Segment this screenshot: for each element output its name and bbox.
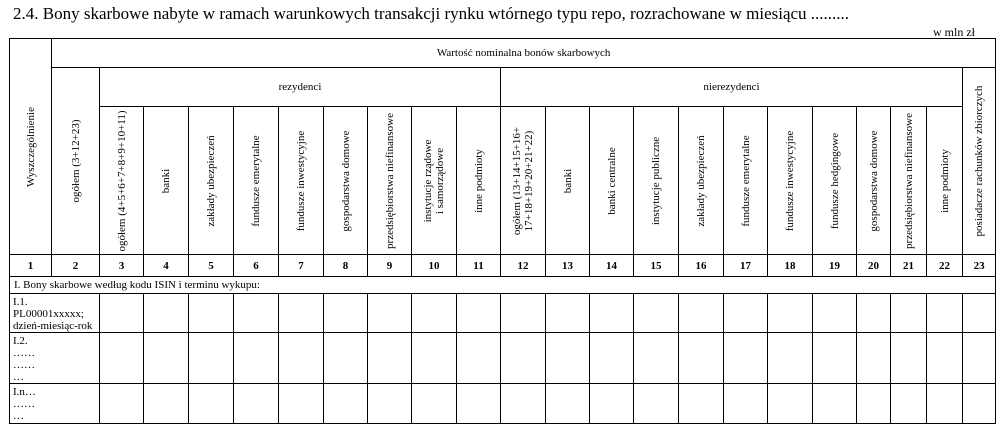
column-number: 18 — [768, 255, 813, 277]
column-number: 9 — [368, 255, 412, 277]
data-cell[interactable] — [368, 333, 412, 384]
data-cell[interactable] — [144, 333, 189, 384]
resident-column-header: fundusze emerytalne — [234, 107, 279, 255]
data-cell[interactable] — [546, 333, 590, 384]
data-cell[interactable] — [100, 333, 144, 384]
residents-header: rezydenci — [100, 68, 501, 107]
column-number: 7 — [279, 255, 324, 277]
nonresident-column-header: gospodarstwa domowe — [857, 107, 891, 255]
total-header: ogółem (3+12+23) — [52, 68, 100, 255]
data-cell[interactable] — [768, 333, 813, 384]
resident-column-header: banki — [144, 107, 189, 255]
column-number: 3 — [100, 255, 144, 277]
data-cell[interactable] — [501, 333, 546, 384]
resident-column-header: instytucje rządowe i samorządowe — [412, 107, 457, 255]
collective-accounts-header: posiadacze rachunków zbiorczych — [963, 68, 996, 255]
data-cell[interactable] — [963, 333, 996, 384]
data-cell[interactable] — [891, 294, 927, 333]
column-number: 19 — [813, 255, 857, 277]
data-cell[interactable] — [234, 294, 279, 333]
column-number: 15 — [634, 255, 679, 277]
resident-column-header: ogółem (4+5+6+7+8+9+10+11) — [100, 107, 144, 255]
column-number: 6 — [234, 255, 279, 277]
data-cell[interactable] — [457, 333, 501, 384]
column-number: 23 — [963, 255, 996, 277]
resident-column-header: gospodarstwa domowe — [324, 107, 368, 255]
data-cell[interactable] — [679, 294, 724, 333]
nonresident-column-header: ogółem (13+14+15+16+ 17+18+19+20+21+22) — [501, 107, 546, 255]
data-cell[interactable] — [144, 294, 189, 333]
data-cell[interactable] — [813, 294, 857, 333]
data-cell[interactable] — [724, 294, 768, 333]
data-cell[interactable] — [927, 333, 963, 384]
data-cell[interactable] — [857, 294, 891, 333]
nonresident-column-header: banki centralne — [590, 107, 634, 255]
column-number: 12 — [501, 255, 546, 277]
data-cell[interactable] — [857, 384, 891, 424]
row-label: I.2. …… …… … — [10, 333, 100, 384]
data-cell[interactable] — [457, 384, 501, 424]
column-number: 21 — [891, 255, 927, 277]
data-cell[interactable] — [412, 384, 457, 424]
data-cell[interactable] — [679, 384, 724, 424]
data-cell[interactable] — [768, 294, 813, 333]
data-cell[interactable] — [412, 333, 457, 384]
data-cell[interactable] — [144, 384, 189, 424]
column-number: 20 — [857, 255, 891, 277]
data-cell[interactable] — [234, 384, 279, 424]
data-cell[interactable] — [813, 384, 857, 424]
data-cell[interactable] — [891, 384, 927, 424]
data-cell[interactable] — [963, 294, 996, 333]
data-cell[interactable] — [634, 333, 679, 384]
nominal-value-header: Wartość nominalna bonów skarbowych — [52, 39, 996, 68]
data-cell[interactable] — [368, 294, 412, 333]
data-cell[interactable] — [546, 294, 590, 333]
nonresident-column-header: fundusze emerytalne — [724, 107, 768, 255]
row-label: I.n… …… … — [10, 384, 100, 424]
data-cell[interactable] — [590, 333, 634, 384]
column-number: 16 — [679, 255, 724, 277]
data-cell[interactable] — [100, 384, 144, 424]
nonresident-column-header: fundusze hedgingowe — [813, 107, 857, 255]
data-cell[interactable] — [501, 294, 546, 333]
data-cell[interactable] — [189, 294, 234, 333]
data-cell[interactable] — [234, 333, 279, 384]
data-cell[interactable] — [891, 333, 927, 384]
column-number: 4 — [144, 255, 189, 277]
data-cell[interactable] — [857, 333, 891, 384]
data-cell[interactable] — [412, 294, 457, 333]
resident-column-header: przedsiębiorstwa niefinansowe — [368, 107, 412, 255]
row-label: I.1. PL00001xxxxx; dzień-miesiąc-rok — [10, 294, 100, 333]
non-residents-header: nierezydenci — [501, 68, 963, 107]
data-cell[interactable] — [279, 384, 324, 424]
column-number: 14 — [590, 255, 634, 277]
data-cell[interactable] — [324, 333, 368, 384]
nonresident-column-header: przedsiębiorstwa niefinansowe — [891, 107, 927, 255]
data-cell[interactable] — [590, 294, 634, 333]
report-table — [9, 38, 996, 424]
unit-label: w mln zł — [933, 25, 975, 39]
data-cell[interactable] — [590, 384, 634, 424]
data-cell[interactable] — [457, 294, 501, 333]
nonresident-column-header: inne podmioty — [927, 107, 963, 255]
column-number: 2 — [52, 255, 100, 277]
data-cell[interactable] — [324, 384, 368, 424]
resident-column-header: fundusze inwestycyjne — [279, 107, 324, 255]
nonresident-column-header: banki — [546, 107, 590, 255]
data-cell[interactable] — [634, 384, 679, 424]
data-cell[interactable] — [813, 333, 857, 384]
data-cell[interactable] — [189, 384, 234, 424]
column-number: 17 — [724, 255, 768, 277]
data-cell[interactable] — [927, 384, 963, 424]
column-number: 8 — [324, 255, 368, 277]
column-number: 11 — [457, 255, 501, 277]
nonresident-column-header: fundusze inwestycyjne — [768, 107, 813, 255]
resident-column-header: inne podmioty — [457, 107, 501, 255]
data-cell[interactable] — [324, 294, 368, 333]
column-number: 13 — [546, 255, 590, 277]
column-number: 1 — [10, 255, 52, 277]
data-cell[interactable] — [927, 294, 963, 333]
section-label: I. Bony skarbowe według kodu ISIN i terminu wykupu: — [10, 277, 996, 294]
data-cell[interactable] — [634, 294, 679, 333]
item-header: Wyszczególnienie — [10, 39, 52, 255]
data-cell[interactable] — [724, 333, 768, 384]
column-number: 10 — [412, 255, 457, 277]
data-cell[interactable] — [724, 384, 768, 424]
data-cell[interactable] — [963, 384, 996, 424]
data-cell[interactable] — [279, 333, 324, 384]
data-cell[interactable] — [279, 294, 324, 333]
nonresident-column-header: instytucje publiczne — [634, 107, 679, 255]
resident-column-header: zakłady ubezpieczeń — [189, 107, 234, 255]
data-cell[interactable] — [768, 384, 813, 424]
data-cell[interactable] — [546, 384, 590, 424]
data-cell[interactable] — [501, 384, 546, 424]
data-cell[interactable] — [100, 294, 144, 333]
column-number: 5 — [189, 255, 234, 277]
nonresident-column-header: zakłady ubezpieczeń — [679, 107, 724, 255]
column-number: 22 — [927, 255, 963, 277]
data-cell[interactable] — [368, 384, 412, 424]
page-title: 2.4. Bony skarbowe nabyte w ramach warunkowych transakcji rynku wtórnego typu repo, rozrachowane w miesiącu ......... — [13, 4, 850, 23]
data-cell[interactable] — [189, 333, 234, 384]
data-cell[interactable] — [679, 333, 724, 384]
